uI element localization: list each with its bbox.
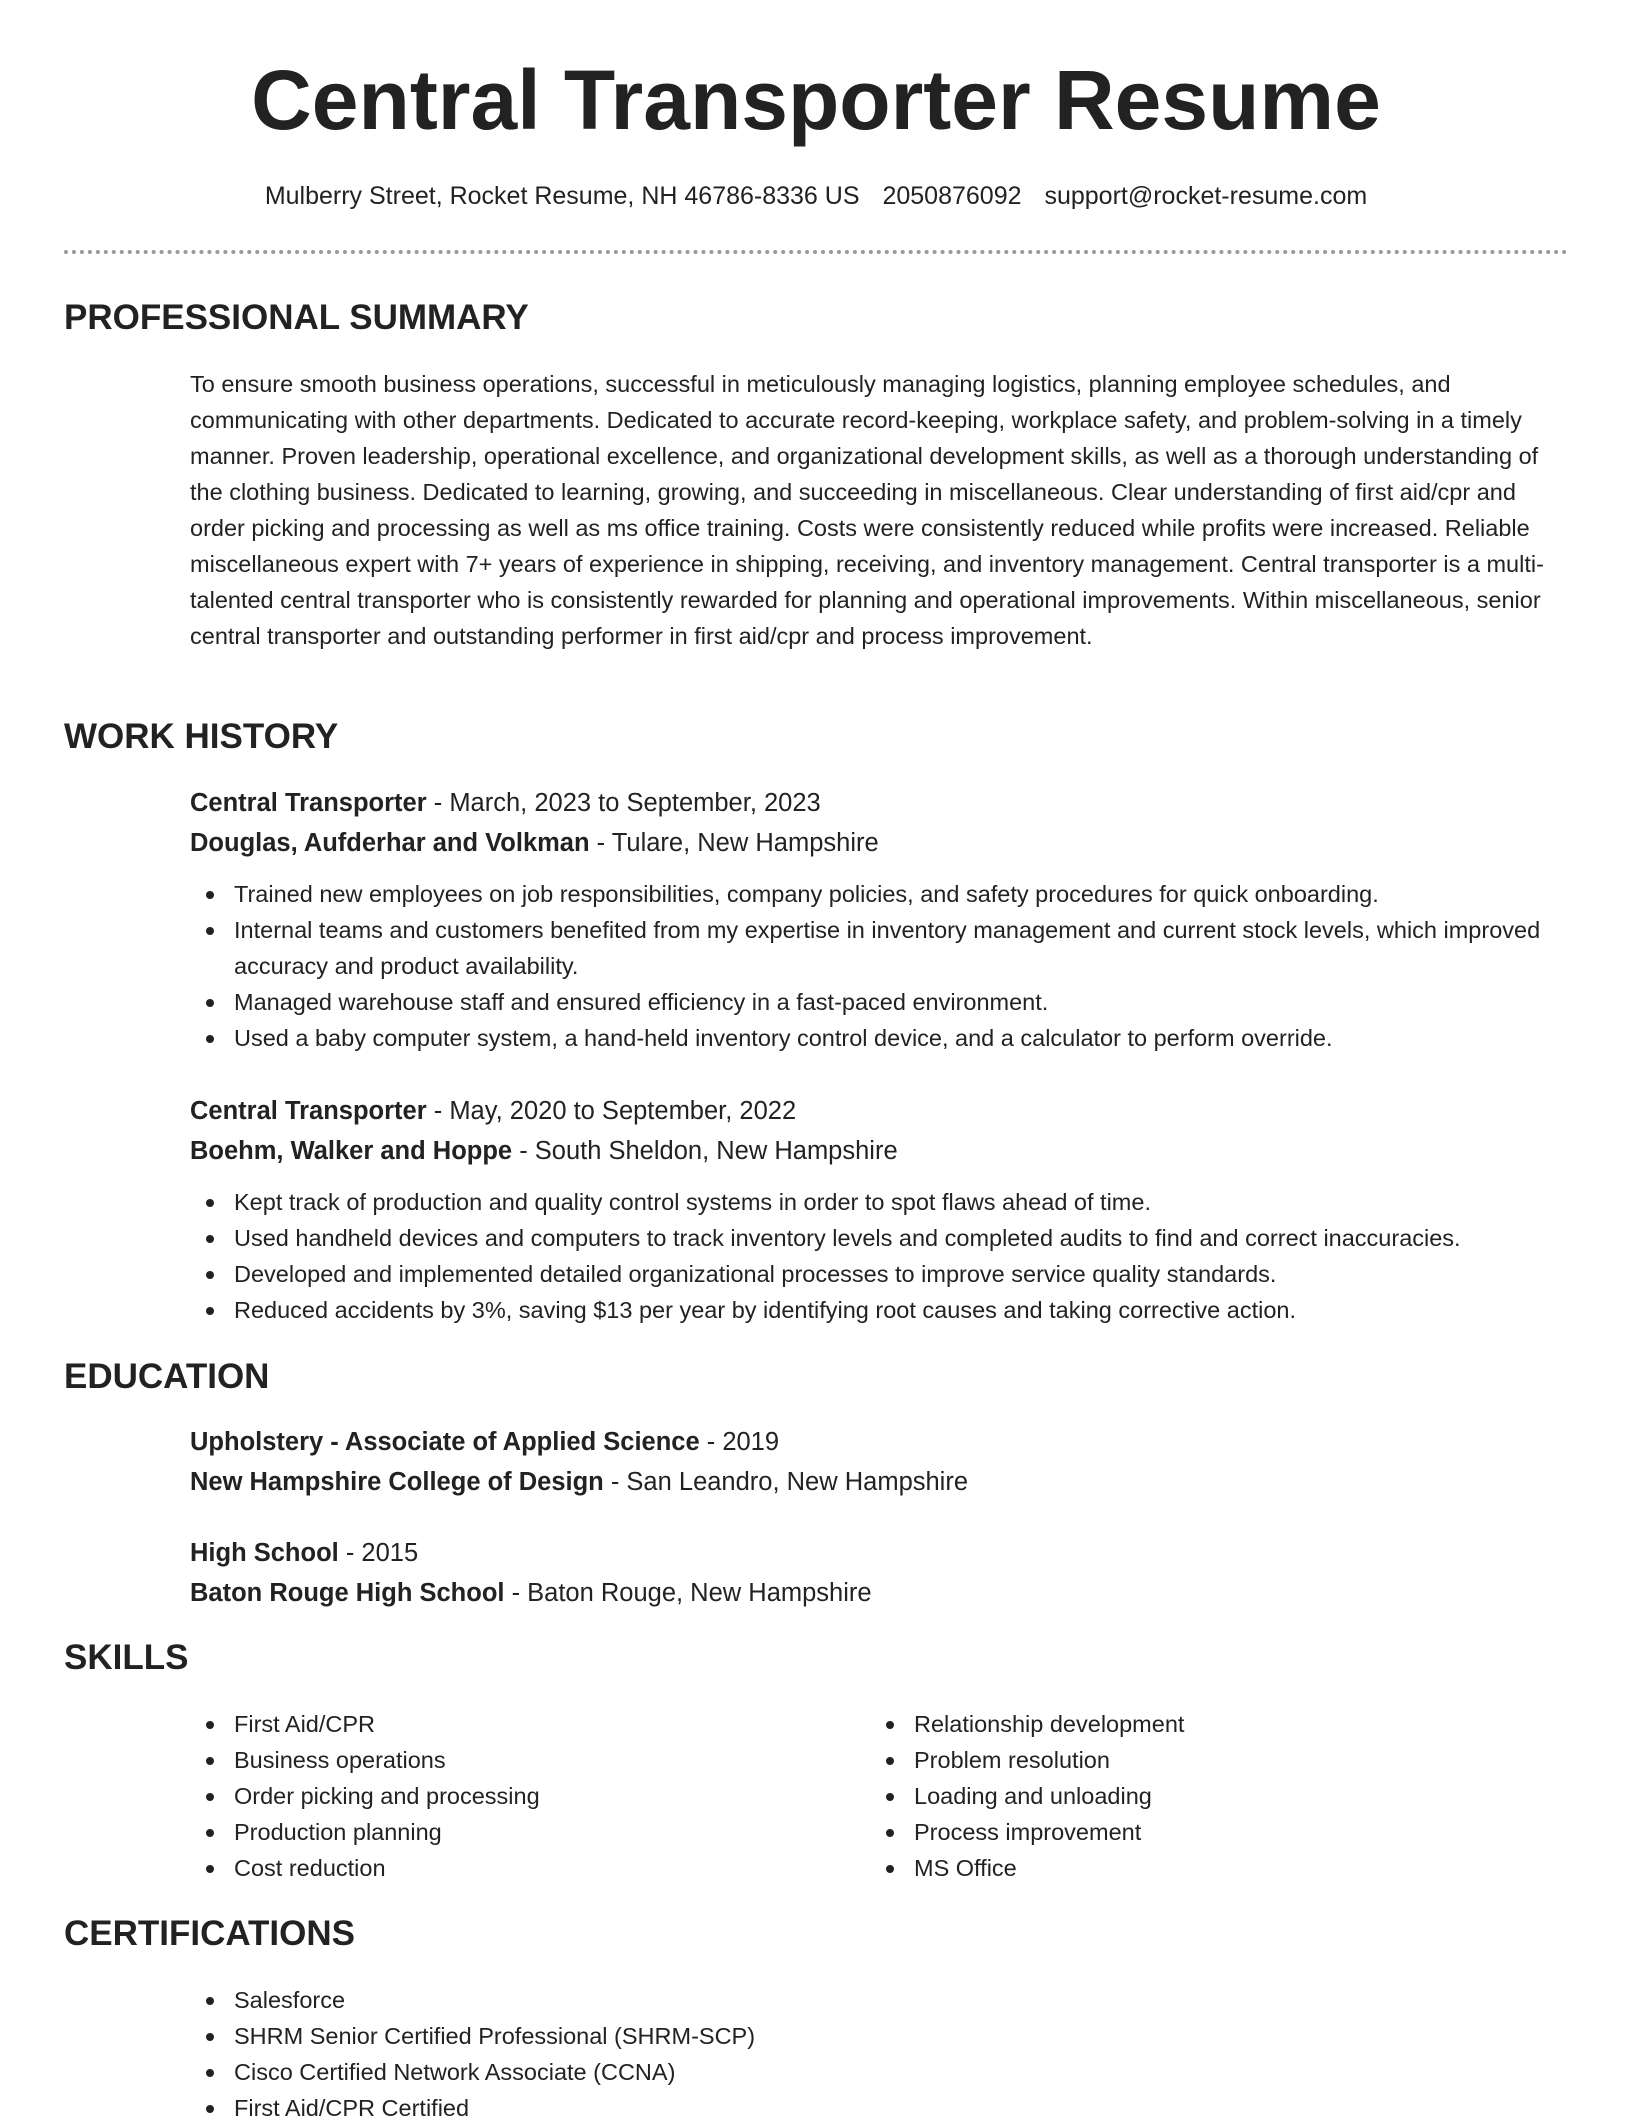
job-title-line: [190, 1091, 1570, 1131]
education-entry: [190, 1533, 1570, 1613]
certifications-list: [190, 1982, 1570, 2126]
skill-item: Loading and unloading: [870, 1778, 1510, 1814]
skill-item: Relationship development: [870, 1706, 1510, 1742]
certification-item: First Aid/CPR Certified: [190, 2090, 1570, 2126]
section-title-skills: SKILLS: [64, 1638, 189, 1677]
section-title-work: WORK HISTORY: [64, 717, 339, 756]
skill-item: Cost reduction: [190, 1850, 830, 1886]
company-line: [190, 1131, 1570, 1171]
job-dates: - May, 2020 to September, 2022: [426, 1097, 797, 1125]
job-bullet: Kept track of production and quality control systems in order to spot flaws ahead of time.: [190, 1184, 1570, 1220]
job-bullet: Used a baby computer system, a hand-held inventory control device, and a calculator to perform override.: [190, 1020, 1570, 1056]
header-divider: [64, 250, 1568, 254]
skills-column-left: [190, 1706, 830, 1886]
school-name: Baton Rouge High School: [190, 1579, 505, 1607]
job-bullet: Trained new employees on job responsibilities, company policies, and safety procedures for quick onboarding.: [190, 876, 1570, 912]
degree-year: - 2015: [338, 1539, 419, 1567]
certification-item: Cisco Certified Network Associate (CCNA): [190, 2054, 1570, 2090]
certification-item: Salesforce: [190, 1982, 1570, 2018]
school-line: [190, 1462, 1570, 1502]
work-entry: [190, 783, 1570, 1056]
summary-text: To ensure smooth business operations, successful in meticulously managing logistics, planning employee schedules, and communicating with other departments. Dedicated to accurate record-keeping, workplace safety, and problem-solving in a timely manner. Proven leadership, operational excellence, and organizational development skills, as well as a thorough understanding of the clothing business. Dedicated to learning, growing, and succeeding in miscellaneous. Clear understanding of first aid/cpr and order picking and processing as well as ms office training. Costs were consistently reduced while profits were increased. Reliable miscellaneous expert with 7+ years of experience in shipping, receiving, and inventory management. Central transporter is a multi-talented central transporter who is consistently rewarded for planning and operational improvements. Within miscellaneous, senior central transporter and outstanding performer in first aid/cpr and process improvement.: [190, 371, 1544, 649]
degree-year: - 2019: [699, 1428, 780, 1456]
school-line: [190, 1573, 1570, 1613]
skills-list: [190, 1706, 830, 1886]
job-title: Central Transporter: [190, 789, 427, 817]
company-location: - South Sheldon, New Hampshire: [512, 1137, 898, 1165]
job-bullets: [190, 1184, 1570, 1328]
resume-title: Central Transporter Resume: [251, 53, 1381, 147]
skills-column-right: [870, 1706, 1510, 1886]
certification-item: SHRM Senior Certified Professional (SHRM-SCP): [190, 2018, 1570, 2054]
contact-phone: 2050876092: [882, 182, 1022, 210]
company-name: Douglas, Aufderhar and Volkman: [190, 829, 590, 857]
education-entry: [190, 1422, 1570, 1502]
skill-item: First Aid/CPR: [190, 1706, 830, 1742]
contact-address: Mulberry Street, Rocket Resume, NH 46786-8336 US: [264, 182, 860, 210]
section-title-certifications: CERTIFICATIONS: [64, 1914, 356, 1953]
skills-list: [870, 1706, 1510, 1886]
contact-email: support@rocket-resume.com: [1044, 182, 1368, 210]
job-bullet: Developed and implemented detailed organizational processes to improve service quality standards.: [190, 1256, 1570, 1292]
skill-item: Order picking and processing: [190, 1778, 830, 1814]
school-name: New Hampshire College of Design: [190, 1468, 604, 1496]
degree-name: High School: [190, 1539, 339, 1567]
section-title-education: EDUCATION: [64, 1357, 270, 1396]
section-title-summary: PROFESSIONAL SUMMARY: [64, 298, 529, 337]
skill-item: Process improvement: [870, 1814, 1510, 1850]
skill-item: MS Office: [870, 1850, 1510, 1886]
job-bullet: Internal teams and customers benefited from my expertise in inventory management and current stock levels, which improved accuracy and product availability.: [190, 912, 1570, 984]
job-bullets: [190, 876, 1570, 1056]
degree-line: [190, 1422, 1570, 1462]
job-bullet: Managed warehouse staff and ensured efficiency in a fast-paced environment.: [190, 984, 1570, 1020]
school-location: - San Leandro, New Hampshire: [603, 1468, 969, 1496]
skill-item: Business operations: [190, 1742, 830, 1778]
job-dates: - March, 2023 to September, 2023: [426, 789, 821, 817]
job-bullet: Reduced accidents by 3%, saving $13 per year by identifying root causes and taking corrective action.: [190, 1292, 1570, 1328]
company-name: Boehm, Walker and Hoppe: [190, 1137, 513, 1165]
school-location: - Baton Rouge, New Hampshire: [504, 1579, 872, 1607]
job-bullet: Used handheld devices and computers to track inventory levels and completed audits to find and correct inaccuracies.: [190, 1220, 1570, 1256]
job-title-line: [190, 783, 1570, 823]
company-location: - Tulare, New Hampshire: [589, 829, 879, 857]
degree-line: [190, 1533, 1570, 1573]
contact-line: [0, 182, 1632, 211]
work-entry: [190, 1091, 1570, 1328]
certifications-block: [190, 1982, 1570, 2126]
company-line: [190, 823, 1570, 863]
skill-item: Production planning: [190, 1814, 830, 1850]
job-title: Central Transporter: [190, 1097, 427, 1125]
degree-name: Upholstery - Associate of Applied Science: [190, 1428, 700, 1456]
skill-item: Problem resolution: [870, 1742, 1510, 1778]
